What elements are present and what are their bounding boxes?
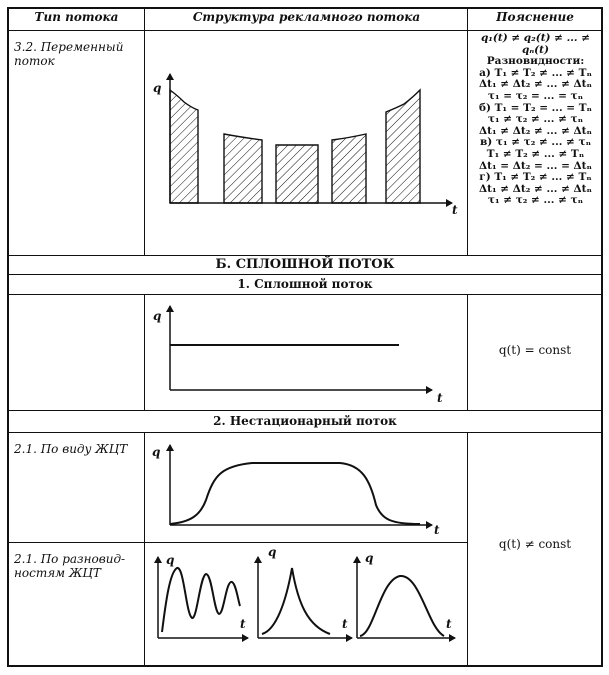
constant-flow-x-label: t xyxy=(437,391,443,405)
explanation-line-5: б) T₁ = T₂ = ... = Tₙ xyxy=(478,101,592,114)
explanation-line-0: q₁(t) ≠ q₂(t) ≠ ... ≠ qₙ(t) xyxy=(480,32,591,56)
col-divider-2-bottom xyxy=(467,432,468,667)
variety-a-y-label: q xyxy=(166,553,175,567)
row-label-variable-line1: 3.2. Переменный xyxy=(14,40,124,54)
explanation-line-12: Δt₁ ≠ Δt₂ ≠ ... ≠ Δtₙ xyxy=(479,182,592,195)
explanation-line-11: г) T₁ ≠ T₂ ≠ ... ≠ Tₙ xyxy=(479,171,592,184)
row-label-variable xyxy=(10,38,142,70)
explanation-line-8: в) τ₁ ≠ τ₂ ≠ ... ≠ τₙ xyxy=(479,136,592,149)
row-label-life-cycle: 2.1. По виду ЖЦТ xyxy=(14,442,128,456)
explanation-line-6: τ₁ ≠ τ₂ ≠ ... ≠ τₙ xyxy=(487,113,584,126)
row-label-varieties xyxy=(10,550,142,582)
header-divider xyxy=(7,30,603,31)
variety-a-x-label: t xyxy=(240,617,246,631)
row-divider-sub1-title xyxy=(7,294,603,295)
row-divider-sub2-title xyxy=(7,432,603,433)
variety-b-x-label: t xyxy=(342,617,348,631)
row-divider-sub2-inner xyxy=(7,542,467,543)
subsection-1-title: 1. Сплошной поток xyxy=(237,277,373,291)
col-divider-1-mid xyxy=(144,294,145,410)
life-cycle-y-label: q xyxy=(152,445,161,459)
row-divider-variable xyxy=(7,255,603,256)
explanation-line-1: Разновидности: xyxy=(486,55,585,68)
col-divider-1-top xyxy=(144,7,145,255)
row-divider-sub1 xyxy=(7,410,603,411)
variety-b-y-label: q xyxy=(268,545,277,559)
subsection-2-title: 2. Нестационарный поток xyxy=(213,414,397,428)
variety-c-x-label: t xyxy=(446,617,452,631)
explanation-line-10: Δt₁ = Δt₂ = ... = Δtₙ xyxy=(479,159,592,172)
explanation-line-3: Δt₁ ≠ Δt₂ ≠ ... ≠ Δtₙ xyxy=(479,78,592,91)
row-label-varieties-line2: ностям ЖЦТ xyxy=(14,566,101,580)
variable-flow-y-label: q xyxy=(153,81,162,95)
header-explanation: Пояснение xyxy=(496,10,574,24)
life-cycle-x-label: t xyxy=(434,523,440,537)
header-type: Тип потока xyxy=(34,10,119,24)
variable-flow-explanation xyxy=(469,33,602,207)
explanation-line-4: τ₁ = τ₂ = ... = τₙ xyxy=(487,89,584,102)
row-divider-section-b xyxy=(7,274,603,275)
explanation-line-2: а) T₁ ≠ T₂ ≠ ... ≠ Tₙ xyxy=(479,66,592,79)
col-divider-1-bottom xyxy=(144,432,145,667)
variety-c-y-label: q xyxy=(365,551,374,565)
header-structure: Структура рекламного потока xyxy=(192,10,421,24)
nonstationary-flow-formula: q(t) ≠ const xyxy=(498,537,572,551)
row-label-varieties-line1: 2.1. По разновид- xyxy=(14,552,126,566)
col-divider-2-mid xyxy=(467,294,468,410)
section-b-title: Б. СПЛОШНОЙ ПОТОК xyxy=(215,257,395,272)
row-label-variable-line2: поток xyxy=(14,54,55,68)
col-divider-2-top xyxy=(467,7,468,255)
explanation-line-7: Δt₁ ≠ Δt₂ ≠ ... ≠ Δtₙ xyxy=(479,124,592,137)
variable-flow-x-label: t xyxy=(452,203,458,217)
explanation-line-13: τ₁ ≠ τ₂ ≠ ... ≠ τₙ xyxy=(487,194,584,207)
explanation-line-9: T₁ ≠ T₂ ≠ ... ≠ Tₙ xyxy=(486,147,585,160)
constant-flow-formula: q(t) = const xyxy=(498,343,572,357)
constant-flow-y-label: q xyxy=(153,309,162,323)
